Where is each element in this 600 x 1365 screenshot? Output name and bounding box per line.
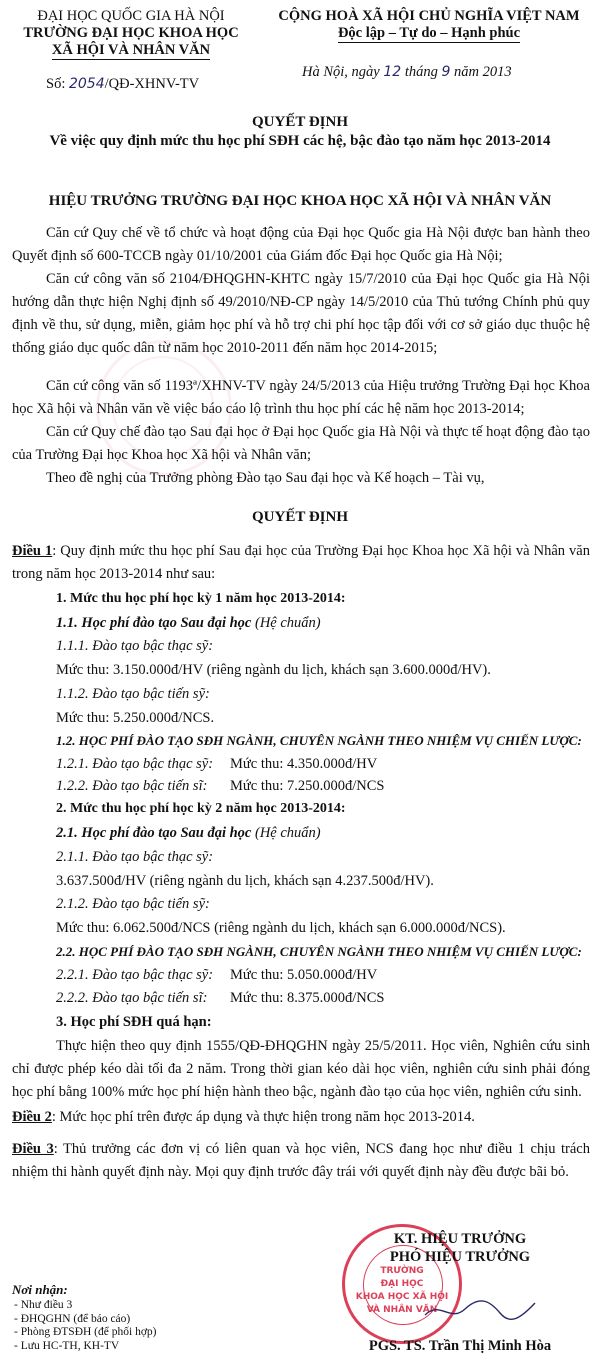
date-day: 12 (383, 64, 402, 80)
preamble-2: Căn cứ công văn số 2104/ĐHQGHN-KHTC ngày 15/7/2010 của Đại học Quốc gia Hà Nội hướng dẫn thực hiện Nghị định số 49/2010/NĐ-CP ngày 14/5/2010 của Thủ tướng Chính phủ quy định về thu, sử dụng, miễn, giảm học phí và hỗ trợ chi phí học tập đối với cơ sở giáo dục thuộc hệ thống giáo dục quốc dân từ năm học 2010-2011 đến năm học 2014-2015; (12, 271, 590, 356)
section-2-1-note: (Hệ chuẩn) (251, 825, 321, 841)
section-2-2-heading: 2.2. HỌC PHÍ ĐÀO TẠO SĐH NGÀNH, CHUYÊN NGÀNH THEO NHIỆM VỤ CHIẾN LƯỢC: (56, 944, 582, 959)
issuer-school-line2: XÃ HỘI VÀ NHÂN VĂN (51, 42, 211, 58)
section-1-2-2: 1.2.2. Đào tạo bậc tiến sĩ: (56, 778, 208, 794)
recipient-item: - Như điều 3 (14, 1299, 73, 1311)
section-2-1-2-fee: Mức thu: 6.062.500đ/NCS (riêng ngành du lịch, khách sạn 6.000.000đ/NCS). (56, 920, 506, 936)
motto: Độc lập – Tự do – Hạnh phúc (337, 25, 521, 41)
signature-block (330, 1230, 590, 1266)
recipient-item: - Phòng ĐTSĐH (để phối hợp) (14, 1326, 157, 1338)
stamp-line-2: ĐẠI HỌC (380, 1279, 424, 1289)
section-1-2-heading: 1.2. HỌC PHÍ ĐÀO TẠO SĐH NGÀNH, CHUYÊN NGÀNH THEO NHIỆM VỤ CHIẾN LƯỢC: (56, 733, 582, 748)
document-number (46, 76, 199, 93)
preamble-5: Theo đề nghị của Trưởng phòng Đào tạo Sau đại học và Kế hoạch – Tài vụ, (46, 470, 485, 486)
recipient-item: - Lưu HC-TH, KH-TV (14, 1339, 120, 1352)
handwritten-signature (420, 1295, 540, 1325)
decision-title: QUYẾT ĐỊNH (252, 114, 348, 130)
section-3-heading: 3. Học phí SĐH quá hạn: (56, 1014, 212, 1030)
section-2-2-2-fee: Mức thu: 8.375.000đ/NCS (230, 990, 385, 1006)
section-1-1-title: 1.1. Học phí đào tạo Sau đại học (56, 615, 252, 631)
article-3-label: Điều 3 (12, 1141, 54, 1157)
national-motto-block (262, 8, 596, 43)
country-name: CỘNG HOÀ XÃ HỘI CHỦ NGHĨA VIỆT NAM (278, 8, 580, 24)
section-3-text: Thực hiện theo quy định 1555/QĐ-ĐHQGHN ngày 25/5/2011. Học viên, Nghiên cứu sinh chỉ được phép kéo dài tối đa 2 năm. Trong thời gian kéo dài học viên, nghiên cứu sinh phải đóng học phí bằng 100% mức học phí hiện hành theo bậc, ngành đào tạo của học viên, nghiên cứu sinh. (12, 1038, 590, 1100)
preamble-4: Căn cứ Quy chế đào tạo Sau đại học ở Đại học Quốc gia Hà Nội và thực tế hoạt động đào tạo của Trường Đại học Khoa học Xã hội và Nhân văn; (12, 424, 590, 463)
recipient-item: - ĐHQGHN (để báo cáo) (14, 1312, 131, 1325)
doc-number-handwritten: 2054 (68, 76, 105, 92)
section-2-2-1: 2.2.1. Đào tạo bậc thạc sỹ: (56, 967, 214, 983)
article-1-text: : Quy định mức thu học phí Sau đại học của Trường Đại học Khoa học Xã hội và Nhân văn trong năm học 2013-2014 như sau: (12, 543, 590, 582)
doc-number-prefix: Số: (46, 76, 69, 92)
stamp-line-4: VÀ NHÂN VĂN (366, 1305, 438, 1315)
section-2-1-title: 2.1. Học phí đào tạo Sau đại học (56, 825, 252, 841)
section-2-heading: 2. Mức thu học phí học kỳ 2 năm học 2013-2014: (56, 801, 346, 816)
issuing-authority: HIỆU TRƯỞNG TRƯỜNG ĐẠI HỌC KHOA HỌC XÃ HỘI VÀ NHÂN VĂN (48, 193, 552, 209)
section-2-2-1-fee: Mức thu: 5.050.000đ/HV (230, 967, 378, 983)
recipients-title: Nơi nhận: (12, 1282, 68, 1297)
decision-subject: Về việc quy định mức thu học phí SĐH các hệ, bậc đào tạo năm học 2013-2014 (49, 133, 551, 149)
signer-name: PGS. TS. Trần Thị Minh Hòa (368, 1338, 552, 1354)
recipients-list (14, 1299, 156, 1353)
preamble-3: Căn cứ công văn số 1193ª/XHNV-TV ngày 24/5/2013 của Hiệu trưởng Trường Đại học Khoa học Xã hội và Nhân văn về việc báo cáo lộ trình thu học phí các hệ năm học 2013-2014; (12, 378, 590, 417)
article-2 (12, 1106, 475, 1129)
article-1-label: Điều 1 (12, 543, 53, 559)
section-1-1-2: 1.1.2. Đào tạo bậc tiến sỹ: (56, 686, 210, 702)
stamp-line-3: KHOA HỌC XÃ HỘI (355, 1292, 449, 1302)
issuer-school-line1: TRƯỜNG ĐẠI HỌC KHOA HỌC (23, 25, 239, 41)
issuer-university: ĐẠI HỌC QUỐC GIA HÀ NỘI (37, 8, 225, 24)
stamp-line-1: TRƯỜNG (380, 1266, 424, 1276)
section-1-2-1: 1.2.1. Đào tạo bậc thạc sỹ: (56, 756, 214, 772)
article-1 (12, 540, 590, 586)
section-2-1-1: 2.1.1. Đào tạo bậc thạc sỹ: (56, 849, 214, 865)
section-1-2-1-fee: Mức thu: 4.350.000đ/HV (230, 756, 378, 772)
section-2-1 (56, 825, 321, 842)
date-month: 9 (441, 64, 451, 80)
article-3 (12, 1138, 590, 1184)
date-prefix: Hà Nội, ngày (302, 64, 384, 80)
section-1-2-2-fee: Mức thu: 7.250.000đ/NCS (230, 778, 385, 794)
preamble-1: Căn cứ Quy chế về tổ chức và hoạt động của Đại học Quốc gia Hà Nội được ban hành theo Quyết định số 600-TCCB ngày 01/10/2001 của Giám đốc Đại học Quốc gia Hà Nội; (12, 225, 590, 264)
document-date (302, 64, 512, 81)
section-2-2-2: 2.2.2. Đào tạo bậc tiến sĩ: (56, 990, 208, 1006)
doc-number-suffix: /QĐ-XHNV-TV (104, 76, 200, 92)
section-2-1-2: 2.1.2. Đào tạo bậc tiến sỹ: (56, 896, 210, 912)
article-2-text: : Mức học phí trên được áp dụng và thực hiện trong năm học 2013-2014. (51, 1109, 475, 1125)
section-2-1-1-fee: 3.637.500đ/HV (riêng ngành du lịch, khách sạn 4.237.500đ/HV). (56, 873, 434, 889)
section-1-1-1-fee: Mức thu: 3.150.000đ/HV (riêng ngành du lịch, khách sạn 3.600.000đ/HV). (56, 662, 491, 678)
article-2-label: Điều 2 (12, 1109, 52, 1125)
signature-title-2: PHÓ HIỆU TRƯỞNG (389, 1249, 531, 1265)
section-1-1-1: 1.1.1. Đào tạo bậc thạc sỹ: (56, 638, 214, 654)
section-1-heading: 1. Mức thu học phí học kỳ 1 năm học 2013-2014: (56, 591, 346, 606)
signature-title-1: KT. HIỆU TRƯỞNG (393, 1231, 527, 1247)
section-1-1 (56, 615, 321, 632)
section-1-1-note: (Hệ chuẩn) (251, 615, 321, 631)
issuer-block (6, 8, 256, 60)
article-3-text: : Thủ trưởng các đơn vị có liên quan và học viên, NCS đang học như điều 1 chịu trách nhiệm thi hành quyết định này. Mọi quy định trước đây trái với quyết định này đều được bãi bỏ. (12, 1141, 590, 1180)
date-mid: tháng (401, 64, 442, 80)
decision-heading: QUYẾT ĐỊNH (252, 509, 348, 525)
date-suffix: năm 2013 (450, 64, 512, 80)
section-1-1-2-fee: Mức thu: 5.250.000đ/NCS. (56, 710, 215, 726)
